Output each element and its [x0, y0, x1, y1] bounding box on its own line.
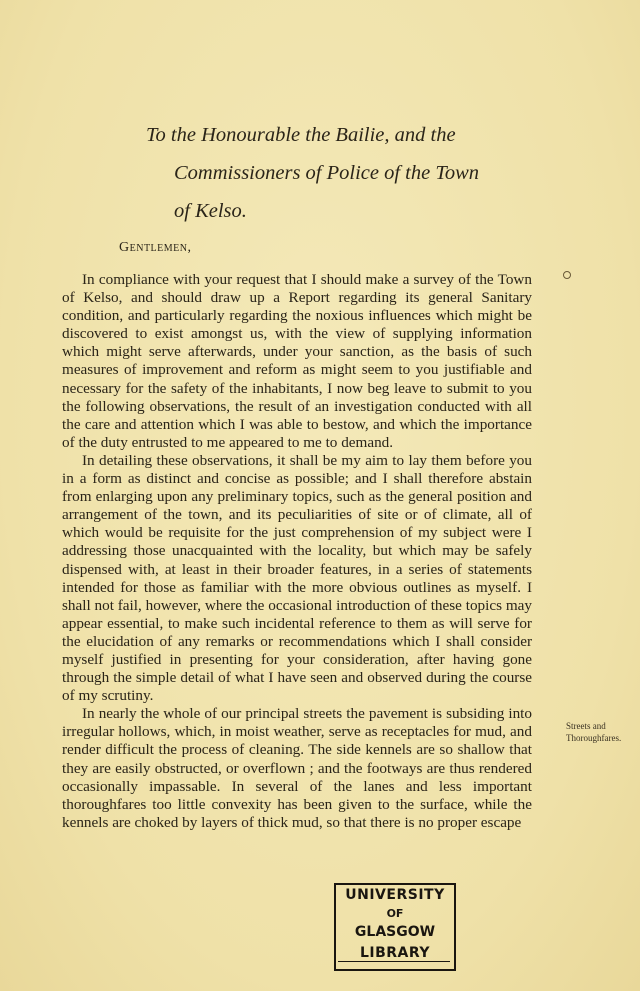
stamp-line-3: GLASGOW — [354, 924, 436, 940]
address-line-1: To the Honourable the Bailie, and the — [146, 124, 456, 146]
ring-mark-icon — [563, 271, 571, 279]
margin-note-line-1: Streets and — [566, 721, 606, 731]
stamp-line-1: UNIVERSITY — [345, 887, 445, 903]
margin-note-line-2: Thoroughfares. — [566, 733, 622, 743]
address-line-3: of Kelso. — [174, 200, 247, 222]
body-text — [62, 271, 532, 832]
stamp-line-4: LIBRARY — [359, 945, 431, 961]
stamp-underline — [338, 961, 450, 962]
salutation: Gentlemen, — [119, 240, 192, 255]
paragraph-3: In nearly the whole of our principal streets the pavement is subsiding into irregular hollows, which, in moist weather, serve as receptacles for mud, and render difficult the process of cleaning. The side kennels are so shallow that they are easily obstructed, or overflown ; and the footways are thus rendered occasionally impassable. In several of the lanes and less important thoroughfares too little convexity has been given to the surface, while the kennels are choked by layers of thick mud, so that there is no proper escape — [62, 705, 532, 831]
margin-note — [566, 720, 621, 744]
address-heading — [146, 116, 479, 230]
paragraph-1: In compliance with your request that I should make a survey of the Town of Kelso, and should draw up a Report regarding its general Sanitary condition, and particularly regarding the noxious influences which might be discovered to exist amongst us, with the view of supplying information which might serve afterwards, under your sanction, as the basis of such measures of improvement and reform as might seem to you justifiable and necessary for the safety of the inhabitants, I now beg leave to submit to you the following observations, the result of an investigation conducted with all the care and attention which I was able to bestow, and which the importance of the duty entrusted to me appeared to me to demand. — [62, 271, 532, 451]
address-line-2: Commissioners of Police of the Town — [174, 162, 480, 184]
stamp-line-2: OF — [386, 907, 404, 920]
paragraph-2: In detailing these observations, it shall be my aim to lay them before you in a form as distinct and concise as possible; and I shall therefore abstain from enlarging upon any preliminary topics, such as the general position and arrangement of the town, and its peculiarities of site or of climate, all of which would be requisite for the just comprehension of my subject were I addressing those unacquainted with the locality, but which may be safely dispensed with, at least in their broader features, in a series of statements intended for those as familiar with the more obvious outlines as myself. I shall not fail, however, where the occasional introduction of these topics may appear essential, to make such incidental reference to them as will serve for the elucidation of any remarks or recommendations which I shall consider myself justified in presenting for your consideration, after having gone through the simple detail of what I have seen and observed during the course of my scrutiny. — [62, 451, 532, 705]
library-stamp — [334, 883, 456, 969]
